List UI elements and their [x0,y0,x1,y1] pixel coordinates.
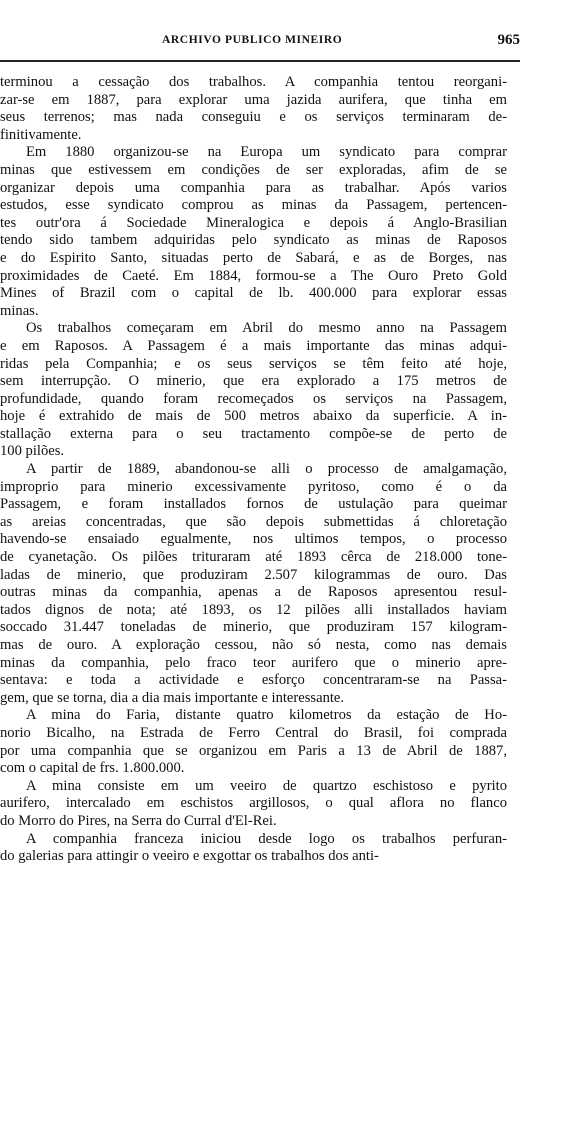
text-line: sem interrupção. O minerio, que era explorado a 175 metros de [0,373,507,390]
text-line: 100 pilões. [0,443,65,460]
text-line: proximidades de Caeté. Em 1884, formou-se a The Ouro Preto Gold [0,267,507,284]
paragraph [0,778,507,831]
text-line: A partir de 1889, abandonou-se alli o processo de amalgamação, [26,461,507,478]
text-line: Passagem, e foram installados fornos de ustulação para queimar [0,496,507,513]
text-line: havendo-se ensaiado egualmente, nos ultimos tempos, o processo [0,531,507,548]
text-line: tes outr'ora á Sociedade Mineralogica e depois á Anglo-Brasilian [0,214,507,231]
text-line: de cyanetação. Os pilões trituraram até 1893 cêrca de 218.000 tone- [0,549,507,566]
body-text [0,74,507,866]
paragraph [0,707,507,777]
paragraph [0,461,507,707]
text-line: aurifero, intercalado em eschistos argillosos, o qual aflora no flanco [0,795,507,812]
text-line: minas que estivessem em condições de ser exploradas, afim de se [0,161,507,178]
text-line: Mines of Brazil com o capital de lb. 400.000 para explorar essas [0,285,507,302]
text-line: gem, que se torna, dia a dia mais importante e interessante. [0,689,345,706]
text-line: zar-se em 1887, para explorar uma jazida aurifera, que tinha em [0,91,507,108]
paragraph [0,74,507,144]
text-line: soccado 31.447 toneladas de minerio, que produziram 157 kilogram- [0,619,507,636]
text-line: tendo sido tambem adquiridas pelo syndicato as minas de Raposos [0,232,507,249]
text-line: por uma companhia que se organizou em Paris a 13 de Abril de 1887, [0,742,507,759]
text-line: mas de ouro. A exploração cessou, não só nesta, como nas demais [0,637,507,653]
text-line: sentava: e toda a actividade e esforço concentraram-se na Passa- [0,672,507,689]
running-header [0,34,520,54]
text-line: e do Espirito Santo, situadas perto de Sabará, e as de Borges, nas [0,249,507,266]
text-line: minas da companhia, pelo fraco teor aurifero que o minerio apre- [0,654,507,671]
text-line: estudos, esse syndicato comprou as minas da Passagem, pertencen- [0,197,507,214]
text-line: Em 1880 organizou-se na Europa um syndicato para comprar [26,144,507,161]
text-line: minas. [0,302,39,319]
text-line: profundidade, quando foram recomeçados os serviços na Passagem, [0,390,507,407]
text-line: stallação externa para o seu tractamento compõe-se de perto de [0,425,507,442]
text-line: improprio para minerio excessivamente pyritoso, como é o da [0,478,507,495]
text-line: terminou a cessação dos trabalhos. A companhia tentou reorgani- [0,74,507,90]
paragraph [0,320,507,461]
paragraph [0,144,507,320]
text-line: hoje é extrahido de mais de 500 metros abaixo da superficie. A in- [0,408,507,425]
header-rule [0,60,520,62]
text-line: do galerias para attingir o veeiro e exgottar os trabalhos dos anti- [0,848,379,865]
paragraph [0,831,507,866]
text-line: norio Bicalho, na Estrada de Ferro Central do Brasil, foi comprada [0,724,507,741]
text-line: ridas pela Companhia; e os seus serviços se têm feito até hoje, [0,355,507,372]
text-line: com o capital de frs. 1.800.000. [0,760,185,777]
text-line: A mina do Faria, distante quatro kilometros da estação de Ho- [26,707,507,724]
text-line: organizar depois uma companhia para as trabalhar. Após varios [0,179,507,196]
text-line: outras minas da companhia, apenas a de Raposos apresentou resul- [0,584,507,601]
text-line: A mina consiste em um veeiro de quartzo eschistoso e pyrito [26,777,507,794]
text-line: as areias concentradas, que são depois submettidas á chloretação [0,513,507,530]
text-line: Os trabalhos começaram em Abril do mesmo anno na Passagem [26,320,507,337]
text-line: do Morro do Pires, na Serra do Curral d'El-Rei. [0,812,277,829]
text-line: seus terrenos; mas nada conseguiu e os serviços terminaram de- [0,109,507,126]
text-line: finitivamente. [0,126,82,143]
running-title: ARCHIVO PUBLICO MINEIRO [162,34,343,46]
text-line: ladas de minerio, que produziram 2.507 kilogrammas de ouro. Das [0,566,507,583]
text-line: A companhia franceza iniciou desde logo os trabalhos perfuran- [26,830,507,847]
text-line: e em Raposos. A Passagem é a mais importante das minas adqui- [0,337,507,354]
text-line: tados dignos de nota; até 1893, os 12 pilões alli installados haviam [0,601,507,618]
page-number: 965 [497,32,520,48]
